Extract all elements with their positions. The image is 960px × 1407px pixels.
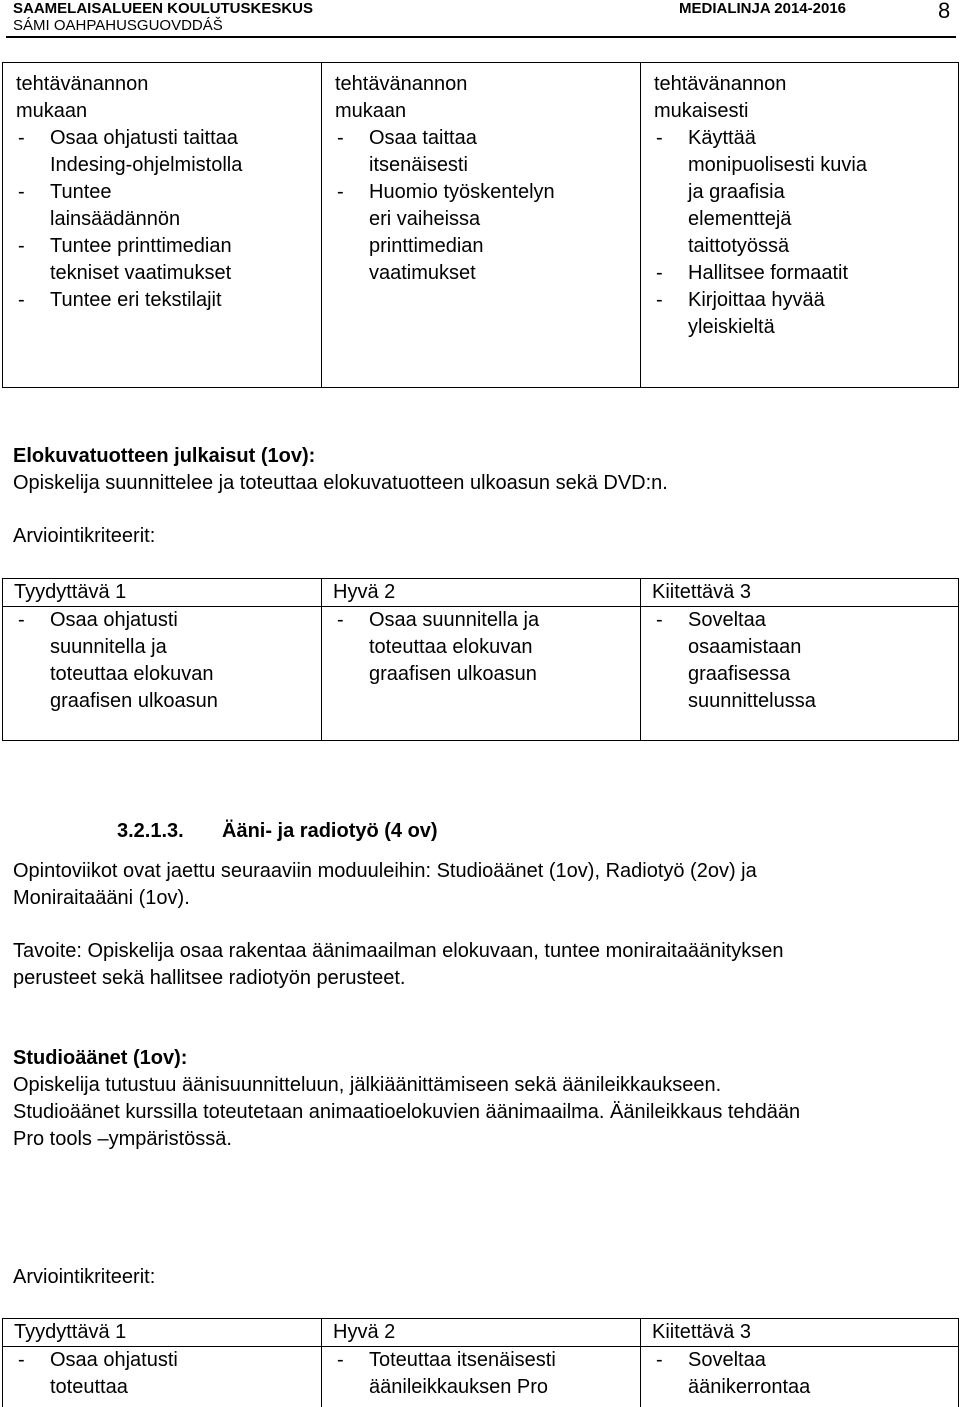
list-dash: - [18,289,25,311]
list-item-line: monipuolisesti kuvia [688,154,867,176]
top-col-3 [641,63,959,388]
elokuva-text: Opiskelija suunnittelee ja toteuttaa elokuvatuotteen ulkoasun sekä DVD:n. [13,472,668,494]
list-item-text [688,607,958,715]
list-item-line: graafisen ulkoasun [369,663,537,685]
list-dash: - [656,262,663,284]
list-item [16,233,321,287]
top-col-2 [322,63,641,388]
list-dash: - [656,289,663,311]
list-item-line: Osaa ohjatusti [50,1349,178,1371]
list-item [16,287,321,314]
rating-header-2: Hyvä 2 [322,579,641,607]
list-dash: - [656,609,663,631]
list-item-line: ja graafisia [688,181,785,203]
list-item-text [50,125,321,179]
studio-text-2: Studioäänet kurssilla toteutetaan animaatioelokuvien äänimaailma. Äänileikkaus tehdään [13,1101,801,1123]
list-item-line: äänileikkauksen Pro [369,1376,548,1398]
header-org: SAAMELAISALUEEN KOULUTUSKESKUS [13,0,314,17]
list-item-line: suunnittelussa [688,690,816,712]
elokuva-criteria-label: Arviointikriteerit: [13,525,156,547]
studio-rating-header-1: Tyydyttävä 1 [3,1319,322,1347]
list-item-line: Osaa ohjatusti taittaa [50,127,238,149]
section-goal-2: perusteet sekä hallitsee radiotyön perusteet. [13,967,406,989]
list-item-line: osaamistaan [688,636,802,658]
cell-intro-line: mukaan [335,100,407,122]
cell-intro-line: tehtävänannon [335,73,468,95]
list-dash: - [18,1349,25,1371]
cell-intro-line: mukaan [16,100,88,122]
list-item-text [688,1347,958,1401]
cell-intro-line: mukaisesti [654,100,749,122]
list-item [654,287,958,341]
list-item-line: Tuntee eri tekstilajit [50,289,222,311]
list-item-line: Kirjoittaa hyvää [688,289,825,311]
list-item [16,1347,321,1401]
list-item-line: äänikerrontaa [688,1376,811,1398]
list-item-text [369,1347,640,1401]
list-item-line: Toteuttaa itsenäisesti [369,1349,556,1371]
list-item-line: Osaa suunnitella ja [369,609,540,631]
list-item-text [50,233,321,287]
list-item [16,179,321,233]
studio-heading: Studioäänet (1ov): [13,1047,188,1069]
list-item [654,125,958,260]
header-org-sub: SÁMI OAHPAHUSGUOVDDÁŠ [13,17,223,34]
list-dash: - [337,181,344,203]
list-item-line: vaatimukset [369,262,476,284]
list-item-line: elementtejä [688,208,792,230]
header-program: MEDIALINJA 2014-2016 [679,0,847,17]
studio-cell-3 [641,1347,959,1407]
list-item [335,1347,640,1401]
studio-criteria-label: Arviointikriteerit: [13,1266,156,1288]
studio-rating-header-3: Kiitettävä 3 [641,1319,959,1347]
section-title: Ääni- ja radiotyö (4 ov) [222,820,438,842]
list-item [335,179,640,287]
list-item-text [50,179,321,233]
list-dash: - [656,127,663,149]
studio-text-1: Opiskelija tutustuu äänisuunnitteluun, jälkiäänittämiseen sekä äänileikkaukseen. [13,1074,722,1096]
studio-criteria-table [2,1318,959,1407]
list-item-line: Tuntee printtimedian [50,235,232,257]
list-item-line: Soveltaa [688,1349,766,1371]
list-dash: - [18,127,25,149]
list-item-line: toteuttaa elokuvan [369,636,533,658]
list-item-text [688,287,958,341]
list-item-line: Tuntee [50,181,112,203]
section-intro-1: Opintoviikot ovat jaettu seuraaviin moduuleihin: Studioäänet (1ov), Radiotyö (2ov) ja [13,860,757,882]
section-number: 3.2.1.3. [117,820,184,842]
list-item-line: itsenäisesti [369,154,468,176]
cell-intro-line: tehtävänannon [654,73,787,95]
list-dash: - [18,181,25,203]
list-dash: - [337,609,344,631]
list-item-line: graafisessa [688,663,791,685]
list-dash: - [18,609,25,631]
studio-cell-1 [3,1347,322,1407]
section-goal-1: Tavoite: Opiskelija osaa rakentaa äänimaailman elokuvaan, tuntee moniraitaäänityksen [13,940,784,962]
list-item-text [50,1347,321,1401]
list-item-line: Hallitsee formaatit [688,262,849,284]
list-item [654,260,958,287]
elokuva-heading: Elokuvatuotteen julkaisut (1ov): [13,445,316,467]
studio-cell-2 [322,1347,641,1407]
list-item-line: graafisen ulkoasun [50,690,218,712]
cell-intro-line: tehtävänannon [16,73,149,95]
elokuva-criteria-table [2,578,959,741]
list-item-line: eri vaiheissa [369,208,481,230]
list-item-text [50,607,321,715]
list-item-line: Osaa taittaa [369,127,477,149]
studio-rating-header-2: Hyvä 2 [322,1319,641,1347]
section-intro-2: Moniraitaääni (1ov). [13,887,190,909]
list-item-line: Käyttää [688,127,756,149]
list-item-text [369,179,640,287]
top-col-1 [3,63,322,388]
list-item-line: tekniset vaatimukset [50,262,232,284]
list-item-line: Osaa ohjatusti [50,609,178,631]
list-dash: - [656,1349,663,1371]
list-item-line: taittotyössä [688,235,790,257]
studio-text-3: Pro tools –ympäristössä. [13,1128,232,1150]
list-dash: - [337,127,344,149]
list-item-line: toteuttaa elokuvan [50,663,214,685]
list-item-text [369,607,640,688]
list-item-line: Soveltaa [688,609,766,631]
elokuva-cell-3 [641,607,959,741]
list-item [16,607,321,715]
header-divider [6,36,956,38]
elokuva-cell-2 [322,607,641,741]
list-item-text [688,125,958,260]
list-item-text [688,260,958,287]
list-item [335,607,640,688]
list-item-line: suunnitella ja [50,636,167,658]
rating-header-3: Kiitettävä 3 [641,579,959,607]
list-item-line: lainsäädännön [50,208,181,230]
list-item [654,607,958,715]
list-dash: - [18,235,25,257]
list-item-line: Indesing-ohjelmistolla [50,154,243,176]
list-item-line: toteuttaa [50,1376,128,1398]
list-item [335,125,640,179]
list-item-line: Huomio työskentelyn [369,181,555,203]
list-item-text [369,125,640,179]
rating-header-1: Tyydyttävä 1 [3,579,322,607]
elokuva-cell-1 [3,607,322,741]
list-item [654,1347,958,1401]
list-item-line: printtimedian [369,235,484,257]
list-item-text [50,287,321,314]
page-number: 8 [938,0,951,23]
list-dash: - [337,1349,344,1371]
criteria-table-top [2,62,959,388]
list-item-line: yleiskieltä [688,316,775,338]
list-item [16,125,321,179]
